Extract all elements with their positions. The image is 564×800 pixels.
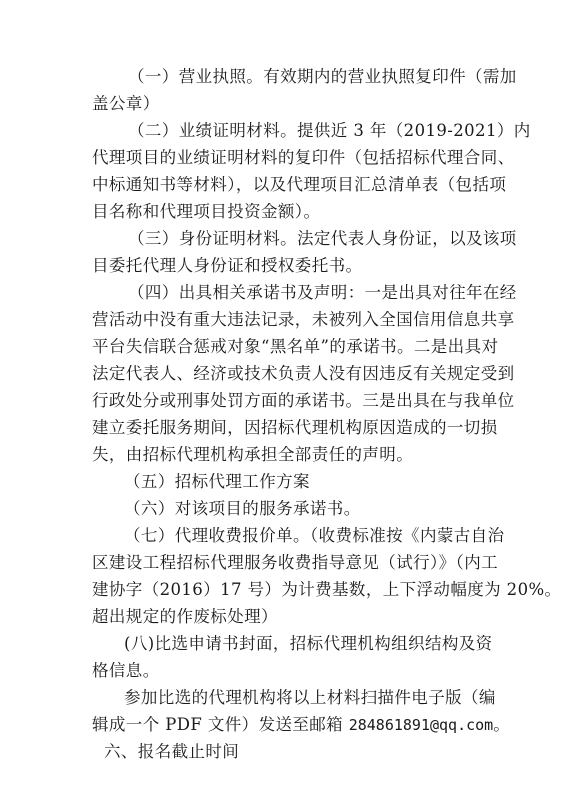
item-1-line-2: 盖公章）	[92, 94, 160, 113]
submission-line-1: 参加比选的代理机构将以上材料扫描件电子版（编	[124, 688, 496, 707]
item-8-line-2: 格信息。	[92, 661, 160, 680]
section-six-heading: 六、报名截止时间	[104, 742, 240, 761]
item-4-line-3: 平台失信联合惩戒对象“黑名单”的承诺书。二是出具对	[92, 337, 499, 356]
item-3-line-2: 目委托代理人身份证和授权委托书。	[92, 256, 363, 275]
item-4-line-2: 营活动中没有重大违法记录，未被列入全国信用信息共享	[92, 310, 515, 329]
email-suffix: 。	[493, 715, 511, 734]
item-4-line-4: 法定代表人、经济或技术负责人没有因违反有关规定受到	[92, 364, 515, 383]
item-3-line-1: （三）身份证明材料。法定代表人身份证，以及该项	[128, 229, 517, 248]
item-7-line-4: 超出规定的作废标处理）	[92, 607, 278, 626]
item-2-line-3: 中标通知书等材料），以及代理项目汇总清单表（包括项	[92, 175, 507, 194]
item-7-line-2: 区建设工程招标代理服务收费指导意见（试行）》（内工	[92, 553, 498, 572]
item-8-line-1: (八)比选申请书封面，招标代理机构组织结构及资	[124, 634, 493, 653]
email-address: 284861891@qq.com	[348, 716, 494, 734]
item-1-line-1: （一）营业执照。有效期内的营业执照复印件（需加	[128, 67, 517, 86]
submission-line-2	[92, 714, 510, 736]
item-4-line-1: （四）出具相关承诺书及声明：一是出具对往年在经	[128, 283, 517, 302]
item-2-line-1: （二）业绩证明材料。提供近 3 年（2019-2021）内	[128, 121, 531, 140]
item-4-line-7: 失，由招标代理机构承担全部责任的声明。	[92, 445, 414, 464]
item-5-line-1: （五）招标代理工作方案	[124, 472, 310, 491]
submission-text: 辑成一个 PDF 文件）发送至邮箱	[92, 715, 349, 734]
item-7-line-1: （七）代理收费报价单。（收费标准按《内蒙古自治	[124, 526, 505, 545]
item-4-line-6: 建立委托服务期间，因招标代理机构原因造成的一切损	[92, 418, 498, 437]
item-2-line-4: 目名称和代理项目投资金额）。	[92, 202, 321, 221]
item-4-line-5: 行政处分或刑事处罚方面的承诺书。三是出具在与我单位	[92, 391, 515, 410]
item-2-line-2: 代理项目的业绩证明材料的复印件（包括招标代理合同、	[92, 148, 515, 167]
item-7-line-3: 建协字（2016）17 号）为计费基数，上下浮动幅度为 20%。	[92, 580, 562, 599]
item-6-line-1: （六）对该项目的服务承诺书。	[124, 499, 361, 518]
